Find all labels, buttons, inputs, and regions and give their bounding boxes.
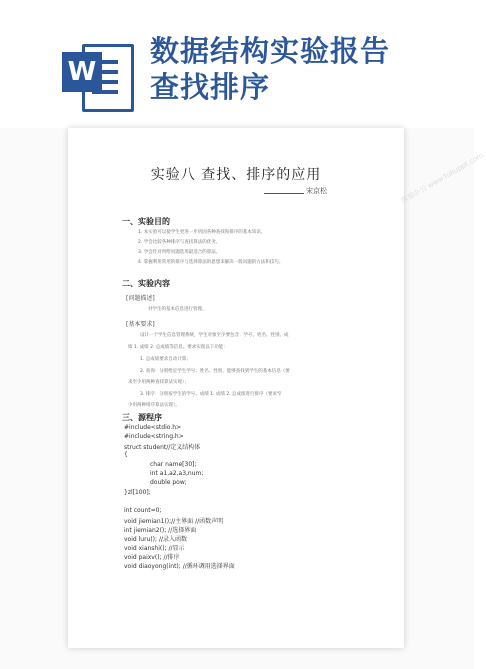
banner-title-line2: 查找排序 xyxy=(150,70,271,104)
code-line: double pow; xyxy=(150,479,187,486)
requirement-line: 求至少用两种查找算法实现）； xyxy=(128,380,189,385)
code-line: void diaoyong(int); //循环调用选择界面 xyxy=(124,563,235,570)
section-heading-source: 三、源程序 xyxy=(122,413,162,422)
section-heading-content: 二、实验内容 xyxy=(122,279,170,288)
requirement-line: 设计一个学生信息管理系统，学生对象至少要包含：学号、姓名、性别、成 xyxy=(140,333,289,338)
author-underline xyxy=(264,193,304,194)
requirement-line: 2. 查询：分别给定学生学号、姓名、性别，能够查找到学生的基本信息（要 xyxy=(140,369,290,374)
document-title: 实验八 查找、排序的应用 xyxy=(150,167,322,183)
requirements-label: [基本要求] xyxy=(126,321,155,328)
requirement-line: 3. 排序：分别按学生的学号、成绩 1. 成绩 2. 总成绩进行排序（要求至 xyxy=(140,392,282,397)
word-document-icon xyxy=(62,38,130,110)
watermark xyxy=(396,140,486,660)
banner xyxy=(0,0,474,128)
code-line: void paixv(); //排序 xyxy=(124,554,180,561)
word-icon-badge: W xyxy=(62,52,102,92)
code-line: void xianshi(); //显示 xyxy=(124,545,185,552)
code-line: #include<stdio.h> xyxy=(124,424,182,431)
objective-item: 2. 学会比较各种排序与查找算法的优劣。 xyxy=(138,240,221,245)
code-line: #include<string.h> xyxy=(124,433,184,440)
code-line: void luru(); //录入函数 xyxy=(124,536,187,543)
watermark-text: 熊猫办公 www.tukuppt.com xyxy=(400,151,485,205)
requirement-line: 绩 1. 成绩 2. 总成绩等信息。要求实现以下功能： xyxy=(128,345,228,350)
objective-item: 4. 掌握利用常用的排序与选择算法的思想来解决一般问题的方法和技巧。 xyxy=(138,260,284,265)
requirement-line: 1. 总成绩要求自动计算； xyxy=(140,357,191,362)
objective-item: 1. 本实验可以使学生更进一步巩固各种查找和排序的基本知识。 xyxy=(138,230,266,235)
document-page[interactable] xyxy=(68,128,404,648)
code-line: { xyxy=(124,451,128,458)
code-line: int count=0; xyxy=(124,507,162,514)
banner-title-line1: 数据结构实验报告 xyxy=(150,34,391,68)
code-line: void jiemian1();//主界面 //函数声明 xyxy=(124,518,224,525)
objective-item: 3. 学会针对所给问题选用最适合的算法。 xyxy=(138,250,221,255)
problem-label: [问题描述] xyxy=(126,295,155,302)
document-author: 宋京松 xyxy=(306,187,327,195)
code-line: struct student//定义结构体 xyxy=(124,444,201,451)
requirement-line: 少用两种排序算法实现）。 xyxy=(128,403,180,408)
code-line: int a1,a2,a3,num; xyxy=(150,470,204,477)
section-heading-objective: 一、实验目的 xyxy=(122,217,170,226)
problem-text: 对学生的基本信息进行管理。 xyxy=(148,307,207,312)
code-line: }zl[100]; xyxy=(124,489,151,496)
code-line: char name[30]; xyxy=(150,461,197,468)
code-line: int jiemian2(); //选择界面 xyxy=(124,527,197,534)
